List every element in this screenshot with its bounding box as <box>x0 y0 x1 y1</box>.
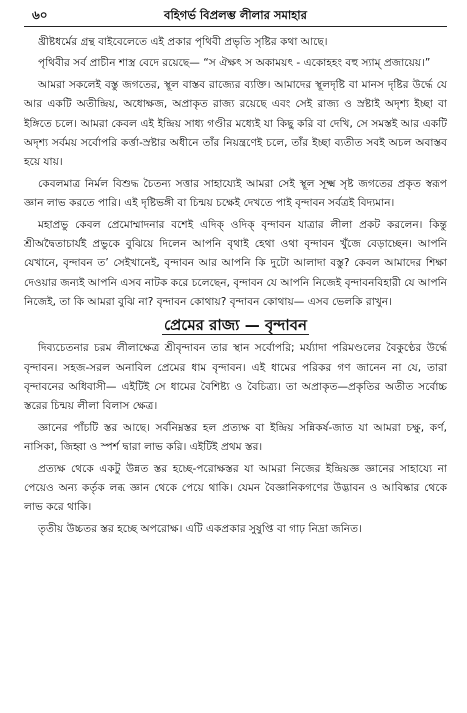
paragraph: কেবলমাত্র নির্মল বিশুদ্ধ চৈতন্য সত্তার সাহায্যেই আমরা সেই স্থূল সূক্ষ্ম সৃষ্ট জগতের প্রকৃত স্বরূপ জ্ঞান লাভ করতে পারি। এই দৃষ্টিভঙ্গী বা চিন্ময় চক্ষেই দেখতে পাই বৃন্দাবন সর্বত্রই বিদ্যমান। <box>24 177 447 210</box>
header-rule <box>24 26 447 27</box>
page-number: ৬০ <box>32 8 48 22</box>
paragraph: তৃতীয় উচ্চতর স্তর হচ্ছে অপরোক্ষ। এটি একপ্রকার সুষুপ্তি বা গাঢ় নিদ্রা জনিত। <box>38 522 362 535</box>
page-header <box>24 4 447 26</box>
paragraph: মহাপ্রভু কেবল প্রেমোম্মাদনার বশেই এদিক্ ওদিক্ বৃন্দাবন যাত্রার লীলা প্রকট করলেন। কিন্তু শ্রীঅদ্বৈতাচার্যই প্রভুকে বুঝিয়ে দিলেন আপনি বৃথাই হেথা ওথা বৃন্দাবন খুঁজে বেড়াচ্ছেন। আপনি যেখানে, বৃন্দাবন ত’ সেইখানেই, বৃন্দাবন আর আপনি কি দুটো আলাদা বস্তু? কেবল আমাদের শিক্ষা দেওয়ার জন্যই আপনি এসব নাটক করে চলেছেন, বৃন্দাবন যে আপনি নিজেই বৃন্দাবনবিহারী যে আপনি নিজেই, তা কি আমরা বুঝি না? বৃন্দাবন কোথায়? বৃন্দাবন কোথায়— এসব ভেলকি রাখুন। <box>24 218 447 309</box>
paragraph: খ্রীষ্টধর্মের গ্রন্থ বাইবেলেতে এই প্রকার পৃথিবী প্রভৃতি সৃষ্টির কথা আছে। <box>38 36 328 48</box>
paragraph: জ্ঞানের পাঁচটি স্তর আছে। সর্বনিম্নস্তর হল প্রত্যক্ষ বা ইন্দ্রিয় সন্নিকর্ষ-জাত যা আমরা চক্ষু, কর্ণ, নাসিকা, জিহ্বা ও স্পর্শ দ্বারা লাভ করি। এইটিই প্রথম স্তর। <box>24 421 447 454</box>
paragraph: পৃথিবীর সর্ব প্রাচীন শাস্ত্র বেদে রয়েছে— “স ঐক্ষৎ স অকাময়ৎ - একোহহং বহু স্যাম্ প্রজায়েয়।” <box>38 57 431 70</box>
section-heading <box>24 316 447 335</box>
page-body <box>24 33 447 539</box>
paragraph: আমরা সকলেই বস্তু জগতের, স্থূল বাস্তব রাজ্যের ব্যক্তি। আমাদের স্থূলদৃষ্টি বা মানস দৃষ্টির উর্দ্ধে যে আর একটি অতীন্দ্রিয়, অধোক্ষজ, অপ্রাকৃত রাজ্য রয়েছে এবং সেই রাজ্য ও স্রষ্টাই অদৃশ্য ইচ্ছা বা ইঙ্গিতে চলে। আমরা কেবল এই ইন্দ্রিয় সাধ্য গণ্ডীর মধ্যেই যা কিছু করি বা দেখি, সে সমস্তই আর একটি অদৃশ্য সর্বময় সর্বোপরি কর্ত্তা-স্রষ্টার অধীনে তাঁর নিয়ন্ত্রণেই চলে, তাঁর ইচ্ছা ব্যতীত সবই অচল অবাস্তব হয়ে যায়। <box>24 78 447 169</box>
paragraph: দিব্যচেতনার চরম লীলাক্ষেত্র শ্রীবৃন্দাবন তার স্থান সর্বোপরি; মর্য্যাদা পরিমণ্ডলের বৈকুণ্ঠের উর্দ্ধে বৃন্দাবন। সহজ-সরল অনাবিল প্রেমের ধাম বৃন্দাবন। এই ধামের পরিকর গণ জানেন না যে, তারা বৃন্দাবনের অধিবাসী— এইটিই সে ধামের বৈশিষ্ট্য ও বৈচিত্র্য। তা অপ্রাকৃত—প্রকৃতির অতীত সর্বোচ্চ স্তরের চিন্ময় লীলা বিলাস ক্ষেত্র। <box>24 342 447 413</box>
paragraph: প্রত্যক্ষ থেকে একটু উন্নত স্তর হচ্ছে-পরোক্ষস্তর যা আমরা নিজের ইন্দ্রিয়জ্ঞ জ্ঞানের সাহায্যে না পেয়েও অন্য কর্তৃক লব্ধ জ্ঞান থেকে পেয়ে থাকি। যেমন বৈজ্ঞানিকগণের উদ্ভাবন ও আবিষ্কার থেকে লাভ করে থাকি। <box>24 462 447 514</box>
section-heading-text: প্রেমের রাজ্য — বৃন্দাবন <box>164 315 307 334</box>
running-title: বহিগর্ভ বিপ্রলম্ভ লীলার সমাহার <box>164 8 307 22</box>
